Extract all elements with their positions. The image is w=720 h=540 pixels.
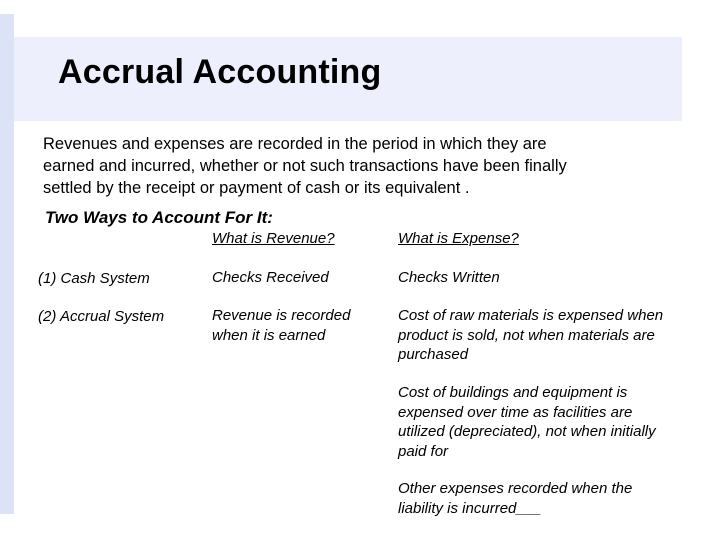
expense-note-buildings: Cost of buildings and equipment is expensed over time as facilities are utilized (depreciated), not when initially paid for bbox=[398, 384, 656, 460]
row-label-cash-system: (1) Cash System bbox=[38, 270, 150, 287]
expense-column-header: What is Expense? bbox=[398, 230, 519, 247]
cash-system-revenue: Checks Received bbox=[212, 269, 329, 286]
intro-line: earned and incurred, whether or not such transactions have been finally bbox=[43, 157, 567, 175]
section-heading: Two Ways to Account For It: bbox=[45, 208, 273, 227]
cash-system-expense: Checks Written bbox=[398, 269, 500, 286]
left-accent-bar bbox=[0, 14, 14, 514]
intro-line: settled by the receipt or payment of cash or its equivalent . bbox=[43, 179, 470, 197]
accrual-system-expense: Cost of raw materials is expensed when product is sold, not when materials are purchased bbox=[398, 307, 664, 363]
expense-note-other: Other expenses recorded when the liability is incurred___ bbox=[398, 480, 633, 517]
revenue-column-header: What is Revenue? bbox=[212, 230, 335, 247]
accrual-system-revenue: Revenue is recorded when it is earned bbox=[212, 307, 351, 344]
slide-title: Accrual Accounting bbox=[58, 53, 382, 91]
row-label-accrual-system: (2) Accrual System bbox=[38, 308, 165, 325]
intro-paragraph bbox=[43, 133, 683, 199]
intro-line: Revenues and expenses are recorded in the period in which they are bbox=[43, 135, 547, 153]
